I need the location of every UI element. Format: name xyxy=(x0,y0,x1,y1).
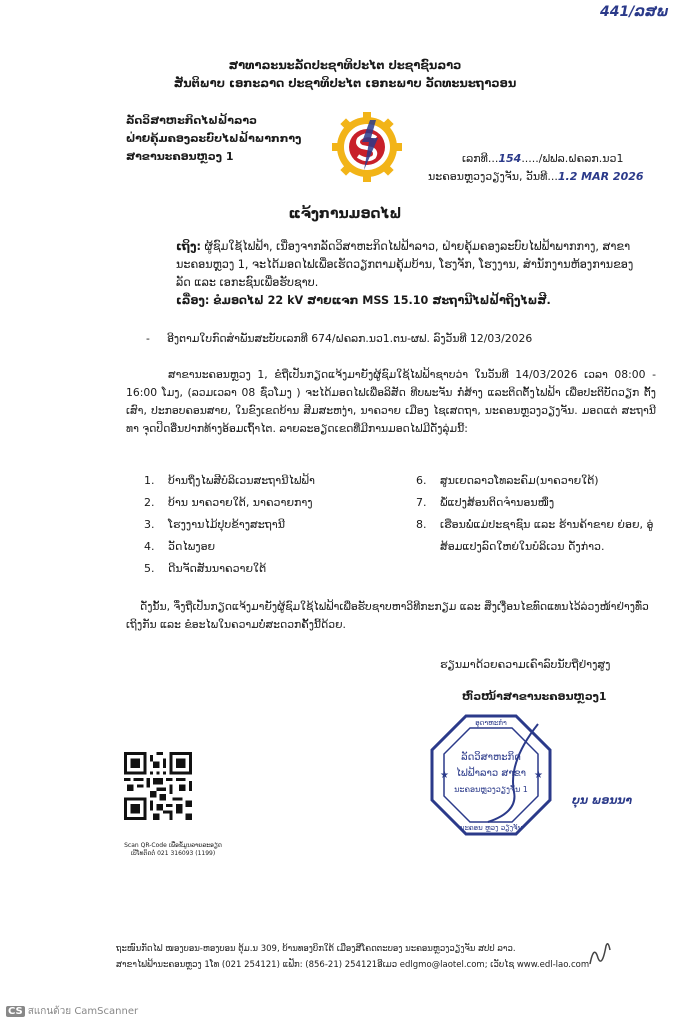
recipient-block xyxy=(176,238,646,292)
edl-logo xyxy=(332,112,402,182)
area-list-left xyxy=(144,470,404,580)
list-item: 2. ບ້ານ ນາຄວາຍໃຕ້, ນາຄວາຍກາງ xyxy=(144,496,313,509)
subject-label: ເລື່ອງ: xyxy=(176,294,210,307)
stamp-line1: ລັດວິສາຫະກິດ xyxy=(461,752,521,763)
notice-body: ສາຂານະຄອນຫຼວງ 1, ຂໍຖືເປັນກຽດແຈ້ງມາຍັງຜູ້ຊົມໃຊ້ໄຟຟ້າຊາບວ່າ ໃນວັນທີ 14/03/2026 ເວລາ 08:00 - 16:00 ໂມງ, (ລວມເວລາ 08 ຊົ່ວໂມງ ) ຈະໄດ້ມອດໄຟເພື່ອລິສັດ ທີບພະຈັນ ກໍ່ສ້າງ ແລະຕິດຕັ້ງໄຟຟ້າ ເພື່ອປະຕິບັດວຽກ ຕັ້ງເສົາ, ປະກອບຄອນສາຍ, ໃນຂົງເຂດບ້ານ ສີມສະຫງ່າ, ນາຄວາຍ ເມືອງ ໄຊເສດຖາ, ນະຄອນຫຼວງວຽງຈັນ. ມອດແຕ່ ສະຖານີ ທາ ຈຸດປິດອື່ນປາກທ້າງອ້ອມເຖົ້າໄຕ. ລາຍລະອຽດເຂດທີ່ມີການມອດໄຟມີດັ່ງລຸ່ມນີ້: xyxy=(126,368,656,435)
stamp-star-icon: ★ xyxy=(534,770,543,781)
org-name: ລັດວິສາຫະກິດໄຟຟ້າລາວ xyxy=(126,114,257,127)
org-branch: ສາຂານະຄອນຫຼວງ 1 xyxy=(126,150,234,163)
scanner-watermark: CS สแกนด้วย CamScanner xyxy=(8,1006,139,1017)
stamp-ring-bottom: ນະຄອນ ຫຼວງ ວຽງຈັນ xyxy=(459,824,523,832)
handwritten-note: 441/ລສພ xyxy=(600,4,669,20)
list-item: 8. ເຮືອນພໍ່ແມ່ປະຊາຊົນ ແລະ ຮ້ານຄ້າຂາຍ ຍ່ອຍ, ອູ່ສ້ອມແປງລົດໃຫຍ່ໃນບໍລິເວນ ດັ່ງກ່າວ. xyxy=(416,518,654,553)
stamp-line2: ໄຟຟ້າລາວ ສາຂາ xyxy=(455,768,527,779)
footer-address: ຖະໜົນກັດໄຟ ໜອງບອນ-ຫອງບອນ ຕຸ້ມ.ນ 309, ບ້ານທອງບິກໃຕ້ ເມືອງສີໂຄດຕະບອງ ນະຄອນຫຼວງວຽງຈັນ ສປປ ລາວ. xyxy=(116,944,516,954)
stamp-ring-top: ອຸດາຫະກຳ xyxy=(475,719,507,727)
national-header-line1: ສາທາລະນະລັດປະຊາທິປະໄຕ ປະຊາຊົນລາວ xyxy=(228,58,462,72)
org-department: ຝ່າຍຄຸ້ມຄອງລະບົບໄຟຟ້າພາກກາງ xyxy=(126,132,302,145)
initial-mark xyxy=(586,938,614,968)
qr-code xyxy=(124,752,192,820)
reference-basis: - ອີງຕາມໃບກົດສໍາພັນສະບັບເລກທີ 674/ຝຄລກ.ນວ1.ຕນ-ຜຟ. ລົງວັນທີ 12/03/2026 xyxy=(146,332,533,345)
list-item: 6. ສູນເຍດລາວໂທລະຄົມ(ນາຄວາຍໃຕ້) xyxy=(416,474,599,487)
to-label: ເຖິງ: xyxy=(176,240,201,253)
list-item: 7. ພໍ້ແປງສ້ອນຕິດຈໍານອນໜຶ່ງ xyxy=(416,496,555,509)
stamp-line3: ນະຄອນຫຼວງວຽງຈັນ 1 xyxy=(454,785,528,794)
official-stamp xyxy=(428,712,554,838)
closing-phrase: ຮຽນມາດ້ວຍຄວາມເຄົາລົບນັບຖືຢ່າງສູງ xyxy=(440,658,611,671)
qr-caption: Scan QR-Code ເພື່ອຂໍ້ມູນລາຍລະອຽດ ເບີໂທຕິດຕໍ່ 021 316093 (1199) xyxy=(124,842,222,857)
area-list-right xyxy=(416,470,666,558)
notice-conclusion: ດັ່ງນັ້ນ, ຈຶ່ງຖືເປັນກຽດແຈ້ງມາຍັງຜູ້ຊົມໃຊ້ໄຟຟ້າເພື່ອຮັບຊາບຫາວິທີກະກຽມ ແລະ ສິ່ງເງື່ອນໄຂທົດແທນໄວ້ລ່ວງໜ້າຢ່າງທົ່ວເຖິງກັນ ແລະ ຂໍອະໄພໃນຄວາມບໍ່ສະດວກຄັ້ງນີ້ດ້ວຍ. xyxy=(126,600,649,631)
list-item: 5. ດີນຈັດສັນນາຄວາຍໃຕ້ xyxy=(144,562,267,575)
reference-number: ເລກທີ...154...../ຟຟລ.ຝຄລກ.ນວ1 xyxy=(462,152,624,165)
subject-text: ຂໍມອດໄຟ 22 kV ສາຍແຈກ MSS 15.10 ສະຖານີໄຟຟ້າຖິງໄພສີ. xyxy=(213,294,551,307)
signer-name: ບຸນ ພອນນາ xyxy=(572,794,633,807)
stamp-star-icon: ★ xyxy=(440,770,449,781)
list-item: 4. ວັດໄພງອຍ xyxy=(144,540,216,553)
signatory-title: ຫົວໜ້າສາຂານະຄອນຫຼວງ1 xyxy=(462,690,607,703)
subject-line xyxy=(176,294,646,307)
national-motto: ສັນຕິພາບ ເອກະລາດ ປະຊາທິປະໄຕ ເອກະພາບ ວັດທະນະຖາວອນ xyxy=(173,76,517,90)
footer-contact: ສາຂາໄຟຟ້ານະຄອນຫຼວງ 1ໂທ (021 254121) ແຟັກ: (856-21) 254121ອີເມວ edlgmo@laotel.com; ເວັບໄຊ www.edl-lao.com xyxy=(116,960,590,970)
to-text: ຜູ້ຊົມໃຊ້ໄຟຟ້າ, ເນື່ອງຈາກລັດວິສາຫະກິດໄຟຟ້າລາວ, ຝ່າຍຄຸ້ມຄອງລະບົບໄຟຟ້າພາກກາງ, ສາຂານະຄອນຫຼວງ 1, ຈະໄດ້ມອດໄຟເພື່ອເຮັດວຽກຕາມຄຸ້ມບ້ານ, ໂຮງຈັກ, ໂຮງງານ, ສຳນັກງານຫ້ອງການຂອງລັດ ແລະ ເອກະຊົນເພື່ອຮັບຊາບ. xyxy=(176,240,634,289)
camscanner-icon: CS xyxy=(8,1006,23,1017)
document-date: ນະຄອນຫຼວງວຽງຈັນ, ວັນທີ...1.2 MAR 2026 xyxy=(428,170,644,183)
page-title: ແຈ້ງການມອດໄຟ xyxy=(288,206,402,222)
list-item: 1. ບ້ານຖິ່ງໄພສີບໍລິເວນສະຖານີໄຟຟ້າ xyxy=(144,474,315,487)
list-item: 3. ໂຮງງານໄມ້ປຸບຂ້າງສະຖານີ xyxy=(144,518,285,531)
